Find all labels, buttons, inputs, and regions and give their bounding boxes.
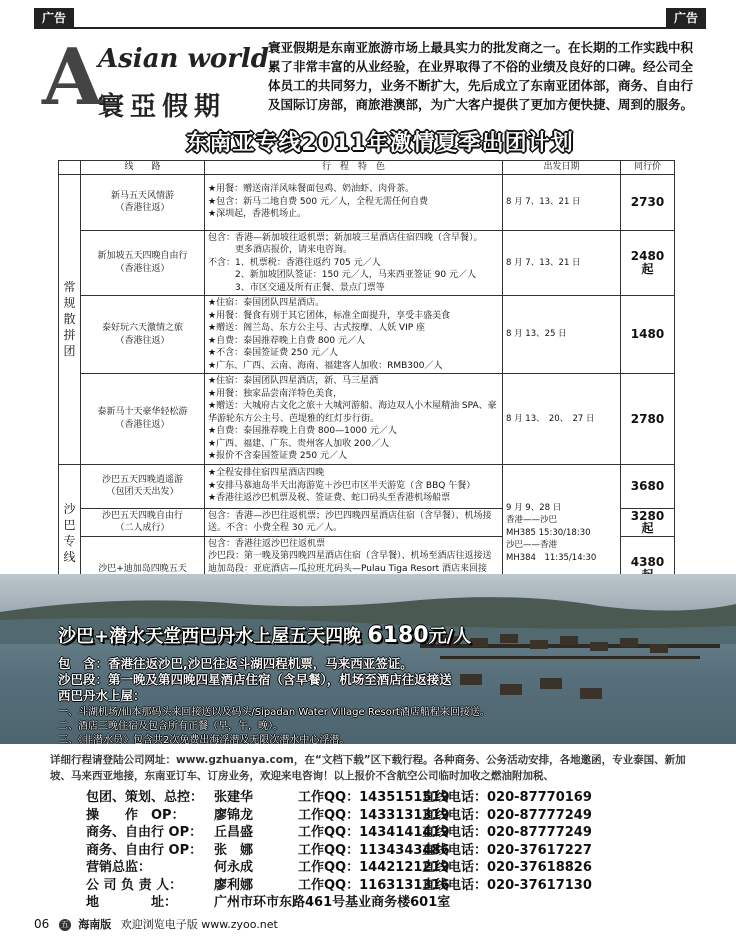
banner-price-unit: 元/人 [428, 626, 472, 647]
page-headline: 东南亚专线2011年激情夏季出团计划 [186, 131, 574, 156]
header-date: 出发日期 [503, 161, 621, 175]
contact-qq: 工作QQ：1442121219 [298, 860, 450, 875]
route-cell: 沙巴+迪加岛四晚五天 [81, 536, 205, 602]
banner-item: 二、酒店三晚住宿及包含所有正餐（早，午，晚）。 [58, 721, 283, 732]
contact-list [86, 786, 706, 909]
contact-name: 何永成 [214, 860, 254, 875]
contact-phone: 直线电话：020-87770169 [422, 790, 592, 805]
banner-price: 6180 [367, 623, 429, 648]
banner-item: 一、斗湖机场/仙本那码头来回接送以及码头/Sipadan Water Village Resort酒店船程来回接送。 [58, 707, 490, 718]
price-cell: 2730 [621, 174, 675, 230]
date-cell: 8 月 13、 20、 27 日 [503, 374, 621, 465]
features-cell: 包含：香港往返沙巴往返机票 沙巴段：第一晚及第四晚四星酒店住宿（含早餐）、机场至酒店往返接送 迪加岛段：亚庇酒店—瓜拉班尤码头—Pulau Tiga Resort 酒店来回接 [205, 536, 503, 602]
contact-qq: 工作QQ：1163131316 [298, 877, 450, 893]
features-cell: 包含：香港—沙巴往返机票；沙巴四晚四星酒店住宿（含早餐）、机场接送。不含：小费全程 30 元／人。 [205, 508, 503, 536]
sabah-date-cell: 9 月 9、28 日 香港——沙巴 MH385 15:30/18:30 沙巴——香港 MH384 11:35/14:30 [503, 464, 621, 602]
price-cell: 4380 [621, 536, 675, 602]
address-value: 广州市环市东路461号基业商务楼601室 [214, 895, 451, 910]
page-number: 06 [34, 917, 50, 931]
edition-name: 海南版 [78, 918, 112, 931]
route-cell: 沙巴五天四晚自由行 （二人成行） [81, 508, 205, 536]
contact-name: 廖锦龙 [214, 807, 254, 823]
route-cell: 泰新马十天豪华轻松游 （香港往返） [81, 374, 205, 465]
header-features: 行 程 特 色 [205, 161, 503, 175]
route-cell: 泰好玩六天激情之旅 （香港往返） [81, 296, 205, 374]
price-cell: 2780 [621, 374, 675, 465]
edition-seal-icon: 五 [60, 920, 69, 929]
table-row [59, 464, 675, 508]
contact-qq: 工作QQ：1134343486 [298, 842, 450, 858]
contact-role: 商务、自由行 OP： [86, 842, 203, 858]
logo-letter: A [42, 32, 103, 123]
contact-phone: 直线电话：020-37618826 [422, 860, 592, 875]
table-row [59, 296, 675, 374]
ad-label-right: 广告 [666, 8, 706, 28]
ad-label-left: 广告 [34, 8, 74, 28]
contact-row [86, 821, 706, 839]
contact-row [86, 786, 706, 804]
price-cell: 1480 [621, 296, 675, 374]
price-cell: 3280 起 [621, 508, 675, 536]
contact-role: 操 作 OP： [86, 807, 185, 823]
features-cell: ★住宿：泰国团队四星酒店。 ★用餐：餐食有别于其它团体，标准全面提升，享受丰盛美食 ★赠送：阁兰岛、东方公主号、古式按摩、人妖 VIP 座 ★自费：泰国推荐晚上自费 800 元／人 ★不含：泰国签证费 250 元／人 ★广东、广西、云南、海南、福建客人加收：RMB300／人 [205, 296, 503, 374]
price-cell: 3680 [621, 464, 675, 508]
table-row [59, 374, 675, 465]
features-cell: ★住宿：泰国团队四星酒店，新、马三星酒 ★用餐：独家品尝南洋特色美食， ★赠送：大城府古文化之旅＋大城河游船、海边双人小木屋精油 SPA、豪华游轮东方公主号、芭堤雅的红灯步行街。 ★自费：泰国推荐晚上自费 800—1000 元／人 ★广西、福建、广东、贵州客人加收 200／人 ★报价不含泰国签证费 250 元／人 [205, 374, 503, 465]
category-sabah: 沙巴专线 [59, 464, 81, 602]
contact-qq: 工作QQ：1434141419 [298, 825, 450, 840]
route-cell: 沙巴五天四晚逍遥游 （包团天天出发） [81, 464, 205, 508]
features-cell: 包含：香港—新加坡往返机票；新加坡三星酒店住宿四晚（含早餐）。 更多酒店报价，请来电咨询。 不含：1、机票税：香港往返约 705 元／人 2、新加坡团队签证：150 元／人，马来西亚签证 90 元／人 3、市区交通及所有正餐、景点门票等 [205, 230, 503, 296]
banner-includes: 包 含：香港往返沙巴,沙巴往返斗湖四程机票，马来西亚签证。 [58, 656, 413, 671]
date-cell: 8 月 7、13、21 日 [503, 230, 621, 296]
logo-english-name: Asian world [98, 44, 269, 74]
header-route: 线 路 [81, 161, 205, 175]
banner-sipadan-heading: 西巴丹水上屋： [58, 688, 146, 703]
contact-name: 廖利娜 [214, 877, 254, 893]
contact-qq: 工作QQ：1433131319 [298, 807, 450, 823]
contact-phone: 直线电话：020-87777249 [422, 807, 592, 823]
contact-name: 张建华 [214, 790, 254, 805]
contact-phone: 直线电话：020-37617130 [422, 877, 592, 893]
banner-title-text: 沙巴+潜水天堂西巴丹水上屋五天四晚 [58, 626, 362, 647]
table-row [59, 174, 675, 230]
category-regular: 常规散拼团 [59, 174, 81, 464]
logo-chinese-name: 寰亞假期 [98, 92, 227, 122]
tour-table [58, 160, 674, 602]
contact-row [86, 839, 706, 857]
features-cell: ★用餐：赠送南洋风味餐面包鸡、奶油虾、肉骨茶。 ★包含：新马二地自费 500 元／人，全程无需任何自费 ★深圳起，香港机场止。 [205, 174, 503, 230]
header-price: 同行价 [621, 161, 675, 175]
contact-phone: 直线电话：020-87777249 [422, 825, 592, 840]
contact-phone: 直线电话：020-37617227 [422, 842, 592, 858]
contact-row [86, 804, 706, 822]
route-cell: 新马五天风情游 （香港往返） [81, 174, 205, 230]
price-cell: 2480 起 [621, 230, 675, 296]
footer-website[interactable]: 欢迎浏览电子版 www.zyoo.net [120, 918, 278, 931]
contact-name: 丘昌盛 [214, 825, 254, 840]
page-footer [34, 916, 278, 932]
features-cell: ★全程安排住宿四星酒店四晚 ★安排马慕迪岛半天出海游览＋沙巴市区半天游览（含 BBQ 午餐） ★香港往返沙巴机票及税、签证费、蛇口码头至香港机场船票 [205, 464, 503, 508]
contact-role: 公 司 负 责 人： [86, 877, 183, 893]
top-divider [34, 27, 706, 29]
address-row [86, 891, 706, 909]
contact-row [86, 856, 706, 874]
address-label: 地 址： [86, 895, 178, 910]
contact-role: 包团、策划、总控： [86, 790, 204, 805]
banner-item: 三、《非潜水员》包含共2次免费出海浮潜及无限次潜水中心浮潜。 [58, 735, 350, 744]
table-row [59, 230, 675, 296]
date-cell: 8 月 13、25 日 [503, 296, 621, 374]
company-logo [36, 32, 269, 124]
contact-role: 营销总监： [86, 860, 152, 875]
route-cell: 新加坡五天四晚自由行 （香港往返） [81, 230, 205, 296]
contact-qq: 工作QQ：1435151519 [298, 790, 450, 805]
contact-role: 商务、自由行 OP： [86, 825, 203, 840]
table-header-row [59, 161, 675, 175]
contact-row [86, 874, 706, 892]
sipadan-banner [0, 574, 736, 744]
date-cell: 8 月 7、13、21 日 [503, 174, 621, 230]
booking-note: 详细行程请登陆公司网址：www.gzhuanya.com，在“文档下载”区下载行程。各种商务、公务活动安排，各地邀函，专业泰国、新加坡、马来西亚地接，东南亚订车、订房业务，欢迎来电咨询！以上报价不含航空公司临时加收之燃油附加税、 [50, 754, 686, 782]
company-intro: 寰亚假期是东南亚旅游市场上最具实力的批发商之一。在长期的工作实践中积累了非常丰富的从业经验，在业界取得了不俗的业绩及良好的口碑。经公司全体员工的共同努力，业务不断扩大，先后成立了东南亚团体部，商务、自由行及国际订房部，商旅港澳部，为广大客户提供了更加方便快捷、周到的服务。 [268, 40, 694, 112]
banner-sabah-leg: 沙巴段：第一晚及第四晚四星酒店住宿（含早餐），机场至酒店往返接送 [58, 672, 452, 687]
banner-title [58, 622, 471, 648]
contact-name: 张 娜 [214, 842, 254, 858]
